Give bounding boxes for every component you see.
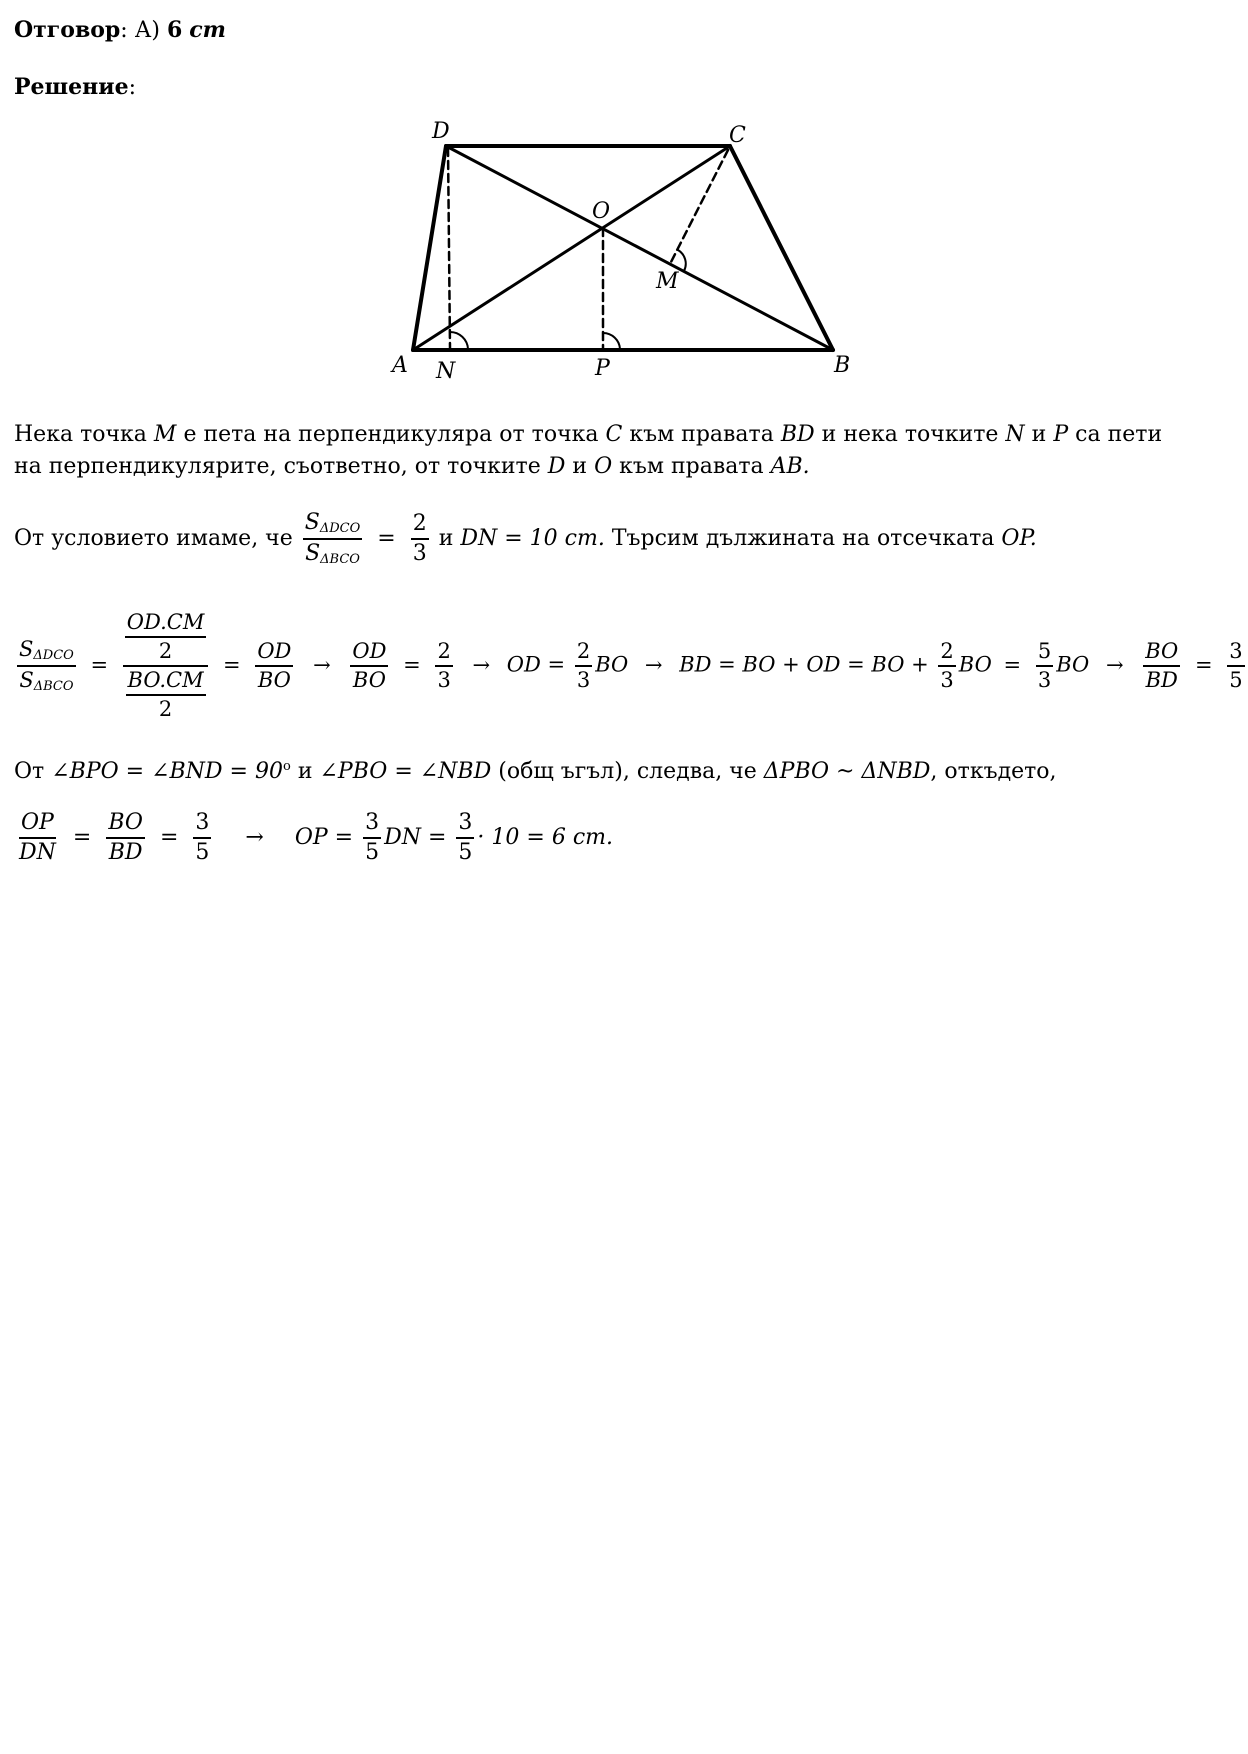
- area-symbol: S: [304, 510, 320, 535]
- text-segment: са пети: [1075, 422, 1163, 447]
- solution-label: Решение: [14, 74, 129, 100]
- text-segment: (общ ъгъл), следва, че: [498, 759, 757, 784]
- math-var: BD: [780, 422, 815, 447]
- text-segment: и: [438, 526, 454, 551]
- answer-value: 6: [166, 17, 183, 43]
- text-segment: От условието имаме, че: [14, 526, 293, 551]
- equals-sign: =: [377, 526, 396, 551]
- math-var: C: [605, 422, 623, 447]
- subscript: ΔDCO: [319, 521, 361, 536]
- paragraph-definition-line2: [14, 456, 810, 478]
- text-segment: и: [572, 454, 588, 479]
- label-b: B: [834, 353, 851, 378]
- paragraph-given: [14, 512, 1037, 566]
- math-expression: DN = 10 cm.: [460, 526, 605, 551]
- answer-colon: :: [120, 18, 128, 43]
- text-segment: към правата: [629, 422, 774, 447]
- math-var: O: [594, 454, 613, 479]
- label-o: O: [592, 199, 611, 224]
- text-segment: , откъдето,: [930, 759, 1057, 784]
- math-var: P: [1053, 422, 1069, 447]
- math-var: OP.: [1001, 526, 1037, 551]
- paragraph-definition-line1: [14, 424, 1162, 446]
- answer-choice: А): [134, 18, 160, 43]
- side-ad: [413, 146, 446, 350]
- label-d: D: [432, 119, 450, 144]
- answer-label: Отговор: [14, 17, 121, 43]
- label-c: C: [729, 123, 746, 148]
- text-segment: и нека точките: [821, 422, 999, 447]
- text-segment: на перпендикулярите, съответно, от точките: [14, 454, 541, 479]
- text-segment: и: [1031, 422, 1047, 447]
- math-var: D: [547, 454, 566, 479]
- fraction-area-ratio: [303, 512, 363, 566]
- text-segment: към правата: [619, 454, 764, 479]
- right-angle-mark-n: [450, 332, 468, 349]
- math-var: M: [153, 422, 177, 447]
- math-expression: ∠BPO = ∠BND = 90: [51, 759, 283, 784]
- diagonal-ac: [413, 146, 730, 350]
- solution-colon: :: [128, 75, 137, 100]
- right-angle-mark-p: [603, 333, 620, 349]
- fraction-two-thirds: $\frac{2}{3}$: [412, 511, 427, 566]
- degree-mark: o: [282, 759, 291, 774]
- math-expression: ΔPBO ~ ΔNBD: [763, 759, 931, 784]
- trapezoid-diagram: [0, 0, 1240, 400]
- side-bc: [730, 146, 833, 350]
- label-n: N: [436, 359, 456, 384]
- label-a: A: [392, 353, 408, 378]
- text-segment: е пета на перпендикуляра от точка: [183, 422, 599, 447]
- fraction-compound: $\frac{\frac{OD.CM}{2}}{\frac{BO.CM}{2}}$: [123, 612, 209, 720]
- area-symbol: S: [305, 541, 321, 566]
- paragraph-similarity: [14, 760, 1057, 783]
- text-segment: Нека точка: [14, 422, 147, 447]
- label-p: P: [595, 356, 610, 381]
- diagonal-bd: [446, 146, 833, 350]
- formula-chain: $\frac{S_{\Delta DCO}}{S_{\Delta BCO}}$ = $\frac{\frac{OD.CM}{2}}{\frac{BO.CM}{2}}$ = $\frac{OD}{BO}$ → $\frac{OD}{BO}$ = $\frac{2}{3}$ → OD = $\frac{2}{3}$ BO → BD = BO + OD = BO + $\frac{2}{3}$ BO = $\frac{5}{3}$ BO → $\frac{BO}{BD}$ = $\frac{3}{5}$: [19, 610, 1243, 721]
- text-segment: и: [297, 759, 313, 784]
- math-var: AB.: [770, 454, 810, 479]
- answer-unit: cm: [189, 17, 226, 43]
- text-segment: Търсим дължината на отсечката: [611, 526, 995, 551]
- math-var: N: [1005, 422, 1025, 447]
- subscript: ΔBCO: [320, 552, 360, 567]
- label-m: M: [656, 269, 679, 294]
- perpendicular-dn: [448, 148, 450, 348]
- math-expression: ∠PBO = ∠NBD: [319, 759, 492, 784]
- text-segment: От: [14, 759, 45, 784]
- final-formula: $\frac{OP}{DN}$ = $\frac{BO}{BD}$ = $\frac{3}{5}$ → OP = $\frac{3}{5}$ DN = $\frac{3}{5}$ · 10 = 6 cm.: [19, 810, 613, 865]
- fraction-area-ratio-2: $\frac{S_{\Delta DCO}}{S_{\Delta BCO}}$: [19, 637, 74, 694]
